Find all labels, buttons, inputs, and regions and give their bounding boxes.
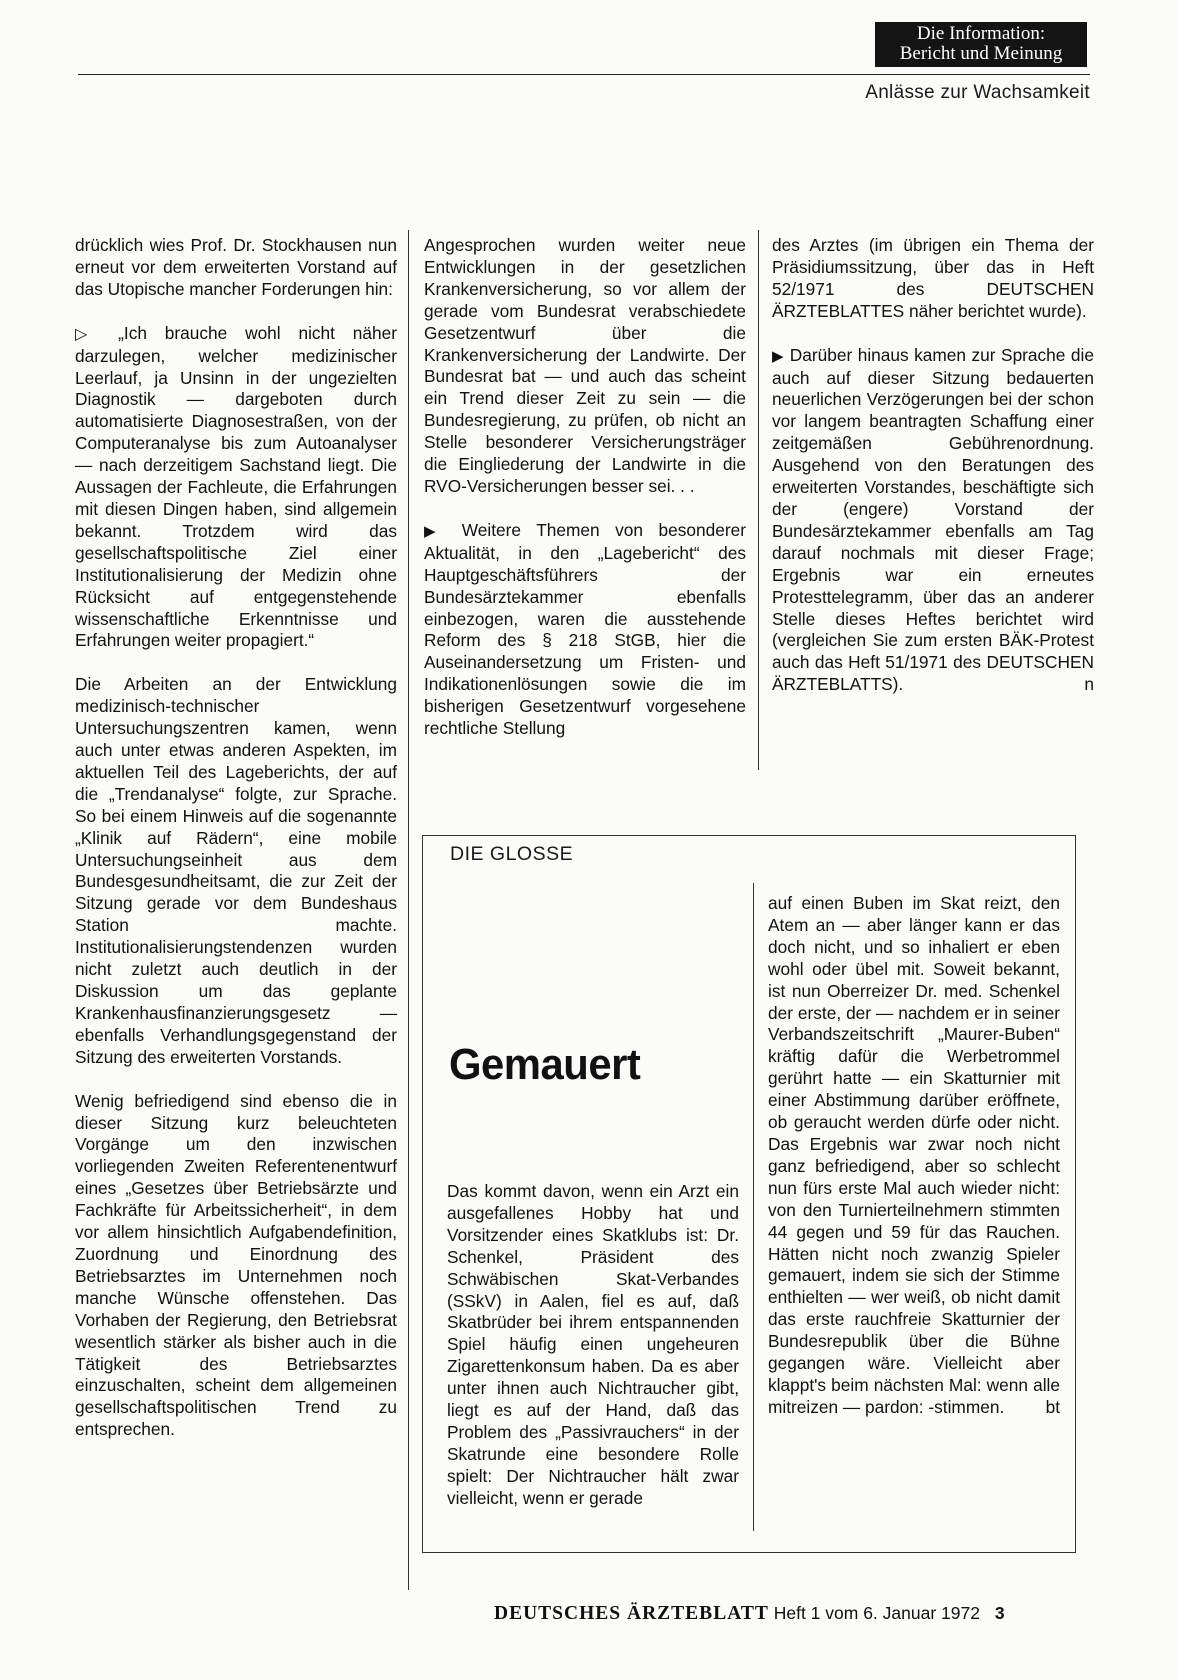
paragraph: [424, 520, 746, 740]
article-column-1: [75, 235, 397, 1463]
article-column-2: [424, 235, 746, 762]
magazine-name: DEUTSCHES ÄRZTEBLATT: [494, 1603, 769, 1624]
glosse-title: Gemauert: [449, 1040, 641, 1089]
quote-paragraph: [75, 323, 397, 653]
paragraph: Die Arbeiten an der Entwicklung medizinisch-technischer Untersuchungszentren kamen, wenn auch unter etwas anderen Aspekten, im aktuellen Teil des Lageberichts, der auf die „Trendanalyse“ folgte, zur Sprache. So bei einem Hinweis auf die sogenannte „Klinik auf Rädern“, eine mobile Untersuchungseinheit aus dem Bundesgesundheitsamt, die zur Zeit der Sitzung gerade vor dem Bundeshaus Station machte. Institutionalisierungstendenzen wurden nicht zuletzt auch deutlich in der Diskussion um das geplante Krankenhausfinanzierungsgesetz — ebenfalls Verhandlungsgegenstand der Sitzung des erweiterten Vorstands.: [75, 674, 397, 1067]
article-kicker: Anlässe zur Wachsamkeit: [865, 82, 1090, 103]
page-footer: [494, 1603, 1005, 1625]
glosse-signature: bt: [1045, 1396, 1060, 1417]
article-column-3: [772, 235, 1094, 718]
issue-info: Heft 1 vom 6. Januar 1972: [773, 1603, 980, 1623]
paragraph: drücklich wies Prof. Dr. Stockhausen nun erneut vor dem erweiterten Vorstand auf das Utopische mancher Forderungen hin:: [75, 235, 397, 299]
quote-text: „Ich brauche wohl nicht näher darzulegen, welcher medizinischer Leerlauf, ja Unsinn in der ungezielten Diagnostik — dargeboten durch automatisierte Diagnosestraßen, von der Computeranalyse bis zum Autoanalyser — nach derzeitigem Sachstand liegt. Die Aussagen der Fachleute, die Erfahrungen mit diesen Dingen haben, sind allgemein bekannt. Trotzdem wird das gesellschaftspolitische Ziel einer Institutionalisierung der Medizin ohne Rücksicht auf entgegenstehende wissenschaftliche Erkenntnisse und Erfahrungen weiter propagiert.“: [75, 322, 397, 651]
section-tag-line2: Bericht und Meinung: [899, 43, 1063, 64]
page-number: 3: [994, 1603, 1005, 1623]
paragraph-text: Weitere Themen von besonderer Aktualität, in den „Lagebericht“ des Hauptgeschäftsführers der Bundesärztekammer ebenfalls einbezogen, waren die ausstehende Reform des § 218 StGB, hier die Auseinandersetzung um Fristen- und Indikationenlösungen sowie die im bisherigen Gesetzentwurf vorgesehene rechtliche Stellung: [424, 519, 746, 739]
paragraph: [772, 345, 1094, 697]
paragraph: des Arztes (im übrigen ein Thema der Präsidiumssitzung, über das in Heft 52/1971 des DEUTSCHEN ÄRZTEBLATTES näher berichtet wurde).: [772, 235, 1094, 321]
paragraph: Angesprochen wurden weiter neue Entwicklungen in der gesetzlichen Krankenversicherung, so vor allem der gerade vom Bundesrat verabschiedete Gesetzentwurf über die Krankenversicherung der Landwirte. Der Bundesrat bat — und auch das scheint ein Trend dieser Zeit zu sein — die Bundesregierung, zu prüfen, ob nicht an Stelle besonderer Versicherungsträger die Eingliederung der Landwirte in die RVO-Versicherungen besser sei. . .: [424, 235, 746, 496]
glosse-column-1: Das kommt davon, wenn ein Arzt ein ausgefallenes Hobby hat und Vorsitzender eines Skatklubs ist: Dr. Schenkel, Präsident des Schwäbischen Skat-Verbandes (SSkV) in Aalen, fiel es auf, daß Skatbrüder bei ihrem entspannenden Spiel häufig einen ungeheuren Zigarettenkonsum haben. Da es aber unter ihnen auch Nichtraucher gibt, liegt es auf der Hand, daß das Problem des „Passivrauchers“ in der Skatrunde eine besondere Rolle spielt: Der Nichtraucher hält zwar vielleicht, wenn er gerade: [447, 1181, 739, 1508]
column-rule: [408, 230, 409, 1590]
section-tag-line1: Die Information:: [916, 23, 1046, 44]
solid-triangle-icon: ▶: [424, 522, 447, 540]
glosse-text: auf einen Buben im Skat reizt, den Atem an — aber länger kann er das doch nicht, und so inhaliert er eben wohl oder übel mit. Soweit bekannt, ist nun Oberreizer Dr. med. Schenkel der erste, der — nachdem er in seiner Verbandszeitschrift „Maurer-Buben“ kräftig dafür die Werbetrommel gerührt hatte — ein Skatturnier mit einer Abstimmung darüber eröffnete, ob geraucht werden dürfe oder nicht. Das Ergebnis war zwar noch nicht ganz befriedigend, aber so schlecht nun fürs erste Mal auch wieder nicht: von den Turnierteilnehmern stimmten 44 gegen und 59 für das Rauchen. Hätten nicht noch zwanzig Spieler gemauert, indem sie sich der Stimme enthielten — wer weiß, ob nicht damit das erste rauchfreie Skatturnier der Bundesrepublik über die Bühne gegangen wäre. Vielleicht aber klappt's beim nächsten Mal: wenn alle mitreizen — pardon: -stimmen.: [768, 893, 1060, 1417]
header-rule: [78, 74, 1090, 75]
glosse-label: DIE GLOSSE: [450, 843, 574, 865]
section-tag: [875, 22, 1087, 67]
paragraph: Wenig befriedigend sind ebenso die in dieser Sitzung kurz beleuchteten Vorgänge um den inzwischen vorliegenden Zweiten Referentenentwurf eines „Gesetzes über Betriebsärzte und Fachkräfte für Arbeitssicherheit“, in dem vor allem hinsichtlich Aufgabendefinition, Zuordnung und Einordnung des Betriebsarztes im Unternehmen noch manche Wünsche offenstehen. Das Vorhaben der Regierung, den Betriebsrat wesentlich stärker als bisher auch in die Tätigkeit des Betriebsarztes einzuschalten, scheint dem allgemeinen gesellschaftspolitischen Trend zu entsprechen.: [75, 1090, 397, 1440]
glosse-column-2: [768, 893, 1060, 1419]
column-rule: [758, 230, 759, 770]
hollow-triangle-icon: ▷: [75, 325, 101, 343]
solid-triangle-icon: ▶: [772, 347, 785, 365]
glosse-column-rule: [753, 883, 754, 1531]
author-signature: n: [1084, 674, 1094, 695]
paragraph-text: Darüber hinaus kamen zur Sprache die auch auf dieser Sitzung bedauerten neuerlichen Verzögerungen bei der schon vor langem beantragten Schaffung einer zeitgemäßen Gebührenordnung. Ausgehend von den Beratungen des erweiterten Vorstandes, beschäftigte sich der (engere) Vorstand der Bundesärztekammer ebenfalls am Tag darauf nochmals mit dieser Frage; Ergebnis war ein erneutes Protesttelegramm, über das an anderer Stelle dieses Heftes berichtet wird (vergleichen Sie zum ersten BÄK-Protest auch das Heft 51/1971 des DEUTSCHEN ÄRZTEBLATTS).: [772, 344, 1094, 695]
